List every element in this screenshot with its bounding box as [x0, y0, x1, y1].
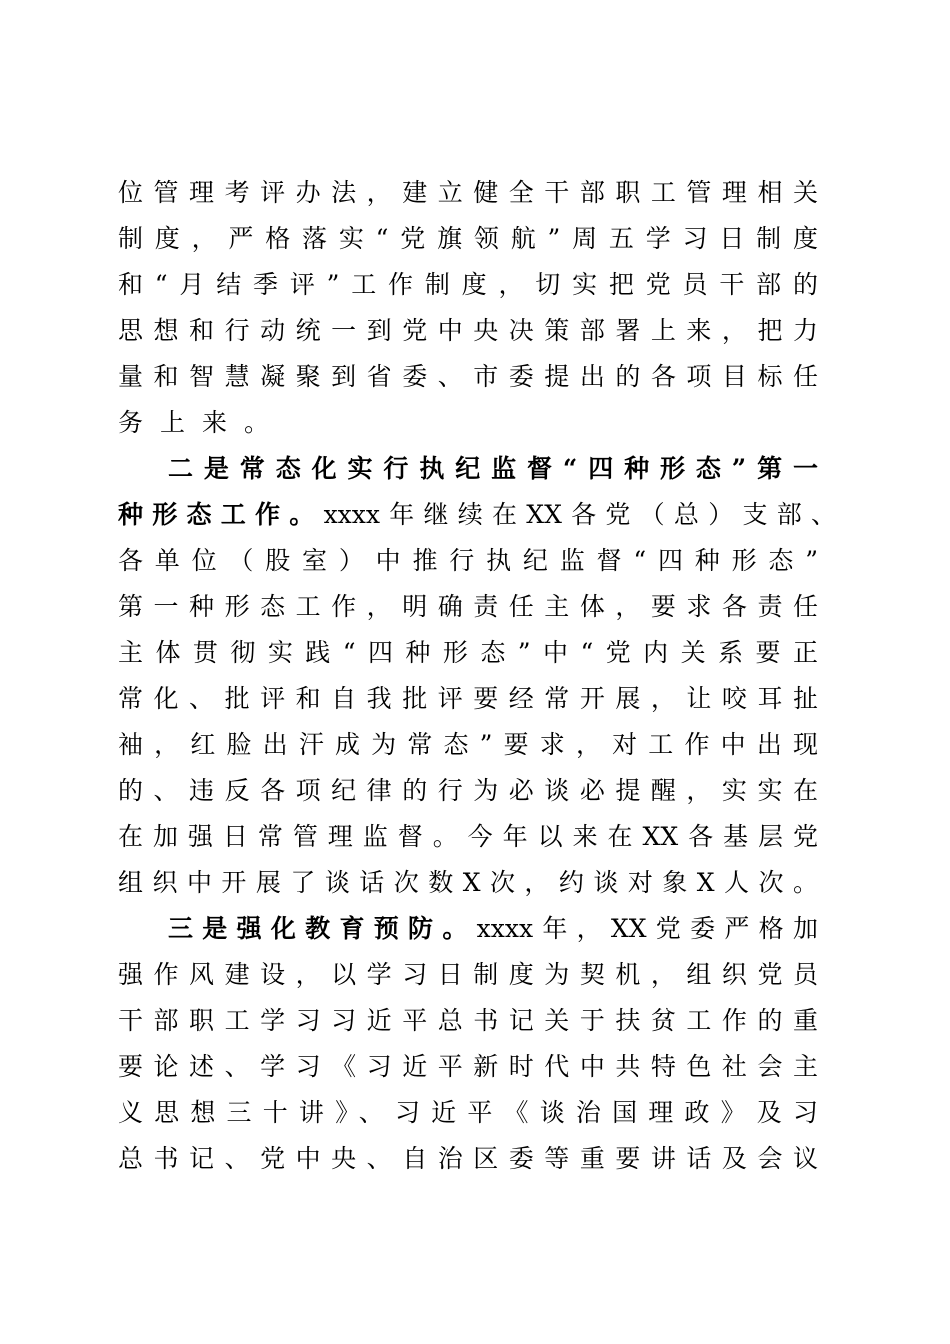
paragraph-line: 要论述、学习《习近平新时代中共特色社会主 — [118, 1052, 818, 1081]
paragraph-line: 总书记、党中央、自治区委等重要讲话及会议 — [118, 1144, 818, 1173]
paragraph-line: 干部职工学习习近平总书记关于扶贫工作的重 — [118, 1006, 818, 1035]
paragraph-line: 在加强日常管理监督。今年以来在XX各基层党 — [118, 822, 818, 851]
paragraph-line: 强作风建设，以学习日制度为契机，组织党员 — [118, 960, 818, 989]
paragraph-line: 袖，红脸出汗成为常态”要求，对工作中出现 — [118, 730, 818, 759]
paragraph-line: 第一种形态工作，明确责任主体，要求各责任 — [118, 592, 818, 621]
paragraph-line: 位管理考评办法，建立健全干部职工管理相关 — [118, 178, 818, 207]
paragraph-line: 种形态工作。xxxx年继续在XX各党（总）支部、 — [118, 500, 836, 529]
paragraph-line: 主体贯彻实践“四种形态”中“党内关系要正 — [118, 638, 818, 667]
paragraph-line: 制度，严格落实“党旗领航”周五学习日制度 — [118, 224, 818, 253]
paragraph-line: 义思想三十讲》、习近平《谈治国理政》及习 — [118, 1098, 818, 1127]
paragraph-line: 各单位（股室）中推行执纪监督“四种形态” — [118, 546, 818, 575]
bold-heading: 三是强化教育预防。 — [168, 914, 477, 943]
paragraph-line: 量和智慧凝聚到省委、市委提出的各项目标任 — [118, 362, 818, 391]
paragraph-line: 思想和行动统一到党中央决策部署上来，把力 — [118, 316, 818, 345]
paragraph-line: 和“月结季评”工作制度，切实把党员干部的 — [118, 270, 818, 299]
paragraph-line: 务上来。 — [118, 408, 287, 437]
paragraph-line: 的、违反各项纪律的行为必谈必提醒，实实在 — [118, 776, 818, 805]
section-heading-line: 三是强化教育预防。xxxx年，XX党委严格加 — [168, 914, 818, 943]
paragraph-line: 组织中开展了谈话次数X次，约谈对象X人次。 — [118, 868, 818, 897]
bold-heading: 二是常态化实行执纪监督“四种形态”第一 — [168, 454, 818, 483]
bold-heading: 种形态工作。 — [118, 500, 324, 529]
section-heading-line — [168, 449, 818, 489]
paragraph-line: 常化、批评和自我批评要经常开展，让咬耳扯 — [118, 684, 818, 713]
